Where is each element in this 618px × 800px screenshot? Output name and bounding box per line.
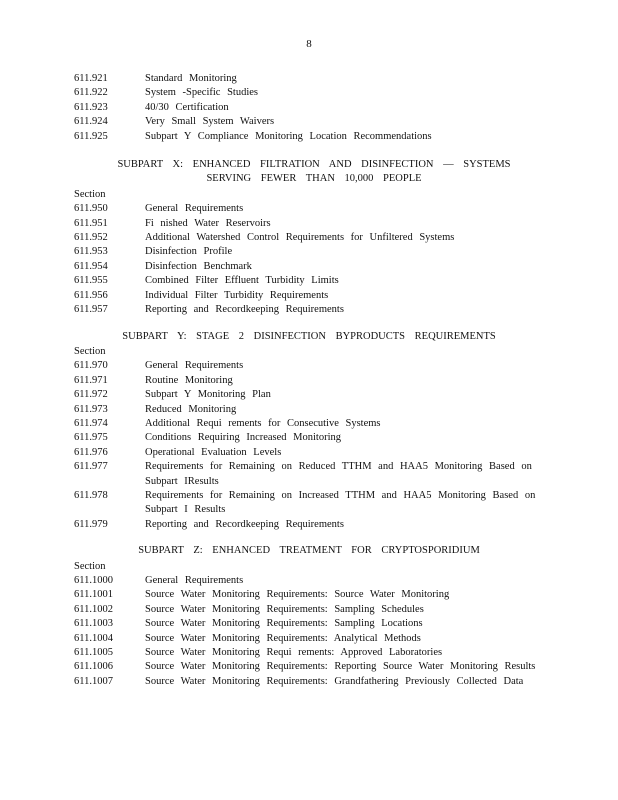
- toc-row: [74, 603, 544, 617]
- toc-row: [74, 289, 544, 303]
- section-number: 611.955: [74, 275, 108, 287]
- section-title: Source Water Monitoring Requirements: Reporting Source Water Monitoring Results: [145, 661, 536, 673]
- section-title: Source Water Monitoring Requirements: Sampling Locations: [145, 618, 423, 630]
- section-title: Individual Filter Turbidity Requirements: [145, 289, 329, 301]
- section-number: 611.922: [74, 87, 108, 99]
- section-label: Section: [74, 345, 106, 357]
- section-number: 611.979: [74, 518, 108, 530]
- toc-row: [74, 574, 544, 588]
- toc-block: [74, 544, 544, 689]
- section-number: 611.1004: [74, 632, 113, 644]
- toc-row: [74, 646, 544, 660]
- toc-row: [74, 431, 544, 445]
- page-number: 8: [306, 38, 312, 50]
- section-number: 611.954: [74, 260, 108, 272]
- section-title: General Requirements: [145, 203, 244, 215]
- toc-row: [74, 660, 544, 674]
- section-title: Source Water Monitoring Requirements: Source Water Monitoring: [145, 589, 450, 601]
- section-number: 611.976: [74, 446, 108, 458]
- section-number: 611.974: [74, 417, 108, 429]
- toc-row: [74, 86, 544, 100]
- section-number: 611.1005: [74, 647, 113, 659]
- section-title: Reporting and Recordkeeping Requirements: [145, 518, 344, 530]
- section-title: Reduced Monitoring: [145, 403, 237, 415]
- section-number: 611.953: [74, 246, 108, 258]
- section-number: 611.950: [74, 203, 108, 215]
- toc-row: [74, 588, 544, 602]
- toc-row: [74, 130, 544, 144]
- section-number: 611.978: [74, 489, 108, 501]
- toc-row: [74, 115, 544, 129]
- section-title: General Requirements: [145, 360, 244, 372]
- section-number: 611.1007: [74, 675, 113, 687]
- toc-row: [74, 403, 544, 417]
- section-number: 611.972: [74, 389, 108, 401]
- toc-row: [74, 202, 544, 216]
- section-title: Routine Monitoring: [145, 374, 233, 386]
- section-title: Disinfection Benchmark: [145, 260, 252, 272]
- subpart-heading-line: SUBPART Y: STAGE 2 DISINFECTION BYPRODUCTS REQUIREMENTS: [122, 330, 496, 342]
- section-label: Section: [74, 188, 106, 200]
- section-title: Requirements for Remaining on Reduced TTHM and HAA5 Monitoring Based on Subpart IResults: [145, 461, 532, 487]
- toc-row: [74, 72, 544, 86]
- section-number: 611.973: [74, 403, 108, 415]
- section-title: Conditions Requiring Increased Monitoring: [145, 432, 342, 444]
- subpart-heading-line: SUBPART X: ENHANCED FILTRATION AND DISINFECTION — SYSTEMS: [117, 159, 511, 171]
- toc-row: [74, 417, 544, 431]
- section-number: 611.1000: [74, 575, 113, 586]
- toc-row: [74, 231, 544, 245]
- toc-row: [74, 374, 544, 388]
- subpart-heading: [74, 330, 544, 344]
- section-title: Reporting and Recordkeeping Requirements: [145, 304, 344, 316]
- toc-row: [74, 632, 544, 646]
- toc-row: [74, 675, 544, 689]
- section-title: Subpart Y Compliance Monitoring Location Recommendations: [145, 130, 432, 142]
- section-number: 611.956: [74, 289, 108, 301]
- section-title: Standard Monitoring: [145, 73, 237, 84]
- subpart-heading: [74, 158, 544, 187]
- subpart-heading-line: SERVING FEWER THAN 10,000 PEOPLE: [206, 173, 422, 185]
- toc-row: [74, 274, 544, 288]
- toc-row: [74, 518, 544, 532]
- section-title: Operational Evaluation Levels: [145, 446, 282, 458]
- section-title: Source Water Monitoring Requi rements: Approved Laboratories: [145, 647, 443, 659]
- section-number: 611.975: [74, 432, 108, 444]
- section-number: 611.951: [74, 217, 108, 229]
- section-number: 611.1006: [74, 661, 113, 673]
- section-number: 611.977: [74, 461, 108, 473]
- toc-row: [74, 217, 544, 231]
- section-number: 611.971: [74, 374, 108, 386]
- section-title: Disinfection Profile: [145, 246, 233, 258]
- toc-row: [74, 446, 544, 460]
- toc-row: [74, 260, 544, 274]
- section-number: 611.921: [74, 73, 108, 84]
- section-title: Very Small System Waivers: [145, 116, 275, 128]
- section-title: Fi nished Water Reservoirs: [145, 217, 271, 229]
- toc-row: [74, 101, 544, 115]
- section-title: General Requirements: [145, 575, 244, 586]
- section-title: Subpart Y Monitoring Plan: [145, 389, 271, 401]
- subpart-heading-line: SUBPART Z: ENHANCED TREATMENT FOR CRYPTOSPORIDIUM: [138, 545, 480, 557]
- section-number: 611.925: [74, 130, 108, 142]
- section-title: System -Specific Studies: [145, 87, 258, 99]
- toc-row: [74, 303, 544, 317]
- section-title: Combined Filter Effluent Turbidity Limits: [145, 275, 339, 287]
- section-title: Additional Requi rements for Consecutive Systems: [145, 417, 381, 429]
- toc-row: [74, 245, 544, 259]
- table-of-contents: [74, 72, 544, 689]
- subpart-heading: [74, 544, 544, 558]
- toc-block: [74, 330, 544, 533]
- toc-block: [74, 158, 544, 317]
- section-number: 611.1001: [74, 589, 113, 601]
- section-number: 611.970: [74, 360, 108, 372]
- section-number: 611.1002: [74, 603, 113, 615]
- toc-block: [74, 72, 544, 144]
- toc-row: [74, 359, 544, 373]
- section-number: 611.923: [74, 101, 108, 113]
- toc-row: [74, 460, 544, 489]
- section-number: 611.1003: [74, 618, 113, 630]
- section-number: 611.952: [74, 232, 108, 244]
- toc-row: [74, 388, 544, 402]
- section-title: Source Water Monitoring Requirements: Analytical Methods: [145, 632, 421, 644]
- section-number: 611.957: [74, 304, 108, 316]
- section-number: 611.924: [74, 116, 108, 128]
- section-title: Source Water Monitoring Requirements: Grandfathering Previously Collected Data: [145, 675, 524, 687]
- section-label: Section: [74, 560, 106, 572]
- section-title: Additional Watershed Control Requirements for Unfiltered Systems: [145, 232, 455, 244]
- section-title: Source Water Monitoring Requirements: Sampling Schedules: [145, 603, 424, 615]
- section-title: Requirements for Remaining on Increased TTHM and HAA5 Monitoring Based on Subpart I Results: [145, 489, 536, 516]
- toc-row: [74, 489, 544, 518]
- toc-row: [74, 617, 544, 631]
- section-title: 40/30 Certification: [145, 101, 229, 113]
